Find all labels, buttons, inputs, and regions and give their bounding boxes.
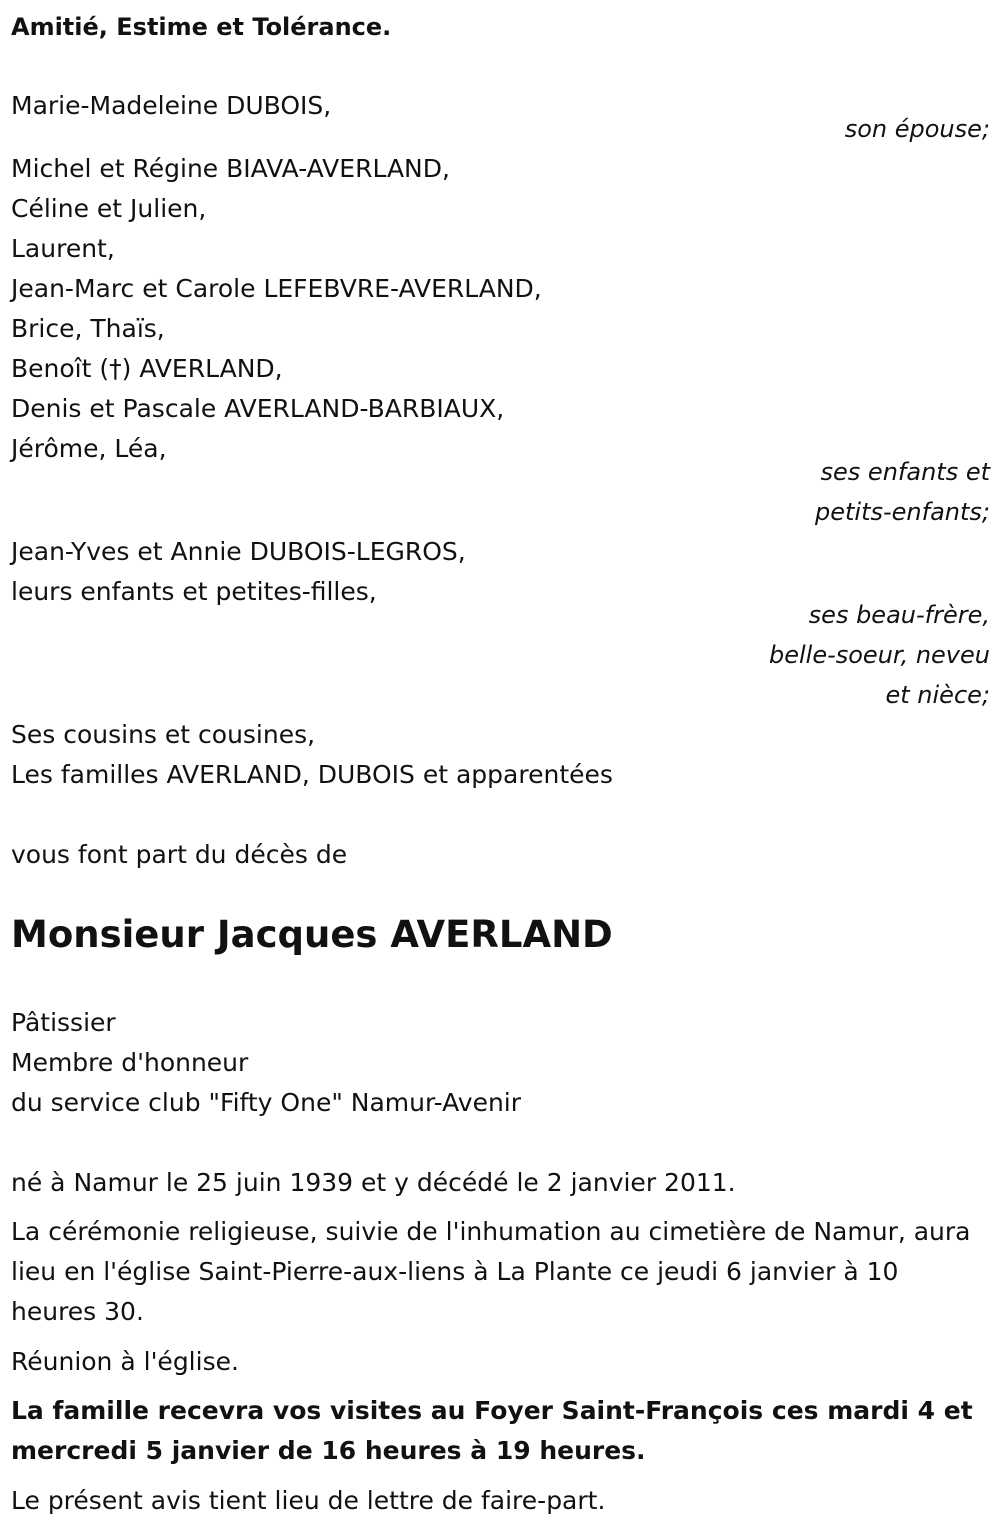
birth-death: né à Namur le 25 juin 1939 et y décédé le 2 janvier 2011. [11,1168,736,1197]
children-relation: ses enfants et [820,458,990,486]
announcement: vous font part du décès de [11,840,348,869]
child-line: Céline et Julien, [11,194,207,223]
title-line: Membre d'honneur [11,1048,249,1077]
inlaws-relation: et nièce; [885,681,990,709]
ceremony-paragraph: La cérémonie religieuse, suivie de l'inhumation au cimetière de Namur, aura lieu en l'église Saint-Pierre-aux-liens à La Plante ce jeudi 6 janvier à 10 heures 30. [11,1217,971,1326]
inlaws-relation: belle-soeur, neveu [768,641,990,669]
title-line: Pâtissier [11,1008,116,1037]
child-line: Michel et Régine BIAVA-AVERLAND, [11,154,450,183]
child-line: Jérôme, Léa, [11,434,167,463]
others-line: Les familles AVERLAND, DUBOIS et apparentées [11,760,613,789]
meeting-text: Réunion à l'église. [11,1347,239,1376]
spouse-relation: son épouse; [844,115,990,143]
child-line: Denis et Pascale AVERLAND-BARBIAUX, [11,394,505,423]
visits-paragraph: La famille recevra vos visites au Foyer Saint-François ces mardi 4 et mercredi 5 janvier de 16 heures à 19 heures. [11,1396,973,1465]
child-line: Brice, Thaïs, [11,314,165,343]
child-line: Laurent, [11,234,115,263]
children-relation: petits-enfants; [815,498,990,526]
title-line: du service club "Fifty One" Namur-Avenir [11,1088,522,1117]
child-line: Benoît (†) AVERLAND, [11,354,283,383]
inlaw-line: Jean-Yves et Annie DUBOIS-LEGROS, [11,537,466,566]
spouse-name: Marie-Madeleine DUBOIS, [11,91,332,120]
closing-text: Le présent avis tient lieu de lettre de faire-part. [11,1486,606,1515]
child-line: Jean-Marc et Carole LEFEBVRE-AVERLAND, [11,274,542,303]
deceased-name: Monsieur Jacques AVERLAND [11,913,613,956]
motto: Amitié, Estime et Tolérance. [11,13,392,41]
inlaws-relation: ses beau-frère, [808,601,990,629]
others-line: Ses cousins et cousines, [11,720,316,749]
inlaw-line: leurs enfants et petites-filles, [11,577,377,606]
